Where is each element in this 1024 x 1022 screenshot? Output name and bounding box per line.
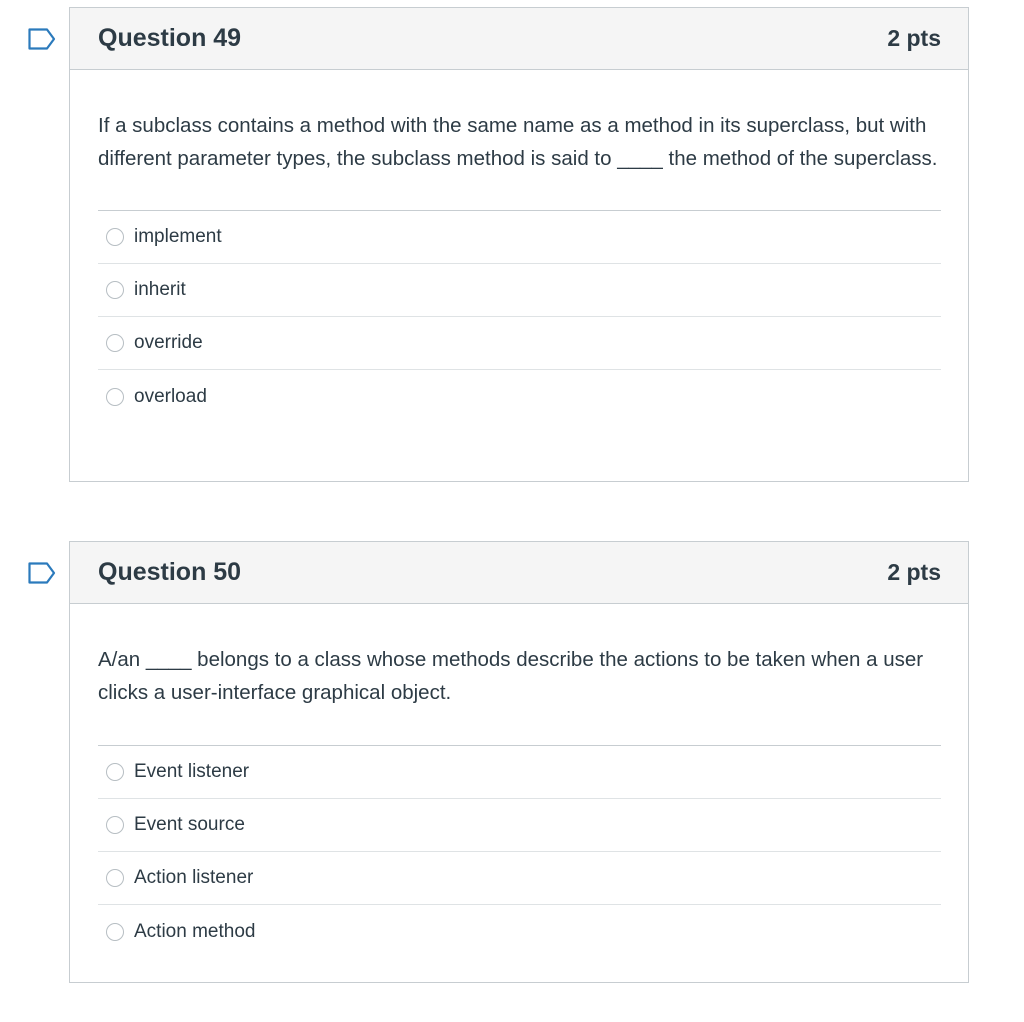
question-text: If a subclass contains a method with the same name as a method in its superclass, but with different parameter types, the subclass method is said to ____ the method of the superclass. [98,114,938,170]
question-title: Question 50 [98,558,242,586]
radio-unchecked-icon[interactable] [106,388,124,406]
question-text: A/an ____ belongs to a class whose methods describe the actions to be taken when a user clicks a user-interface graphical object. [98,648,924,704]
answer-label[interactable]: Event listener [134,761,250,782]
radio-unchecked-icon[interactable] [106,923,124,941]
radio-unchecked-icon[interactable] [106,228,124,246]
flag-question-icon[interactable] [28,562,56,584]
answer-option[interactable] [98,370,941,423]
answer-list [98,210,941,423]
question-points: 2 pts [887,559,941,585]
answer-label[interactable]: inherit [134,279,186,300]
question-points: 2 pts [887,25,941,51]
question-card [69,7,969,482]
answer-label[interactable]: override [134,332,203,353]
answer-option[interactable] [98,746,941,799]
question-header [70,8,968,70]
answer-label[interactable]: overload [134,385,207,407]
answer-option[interactable] [98,799,941,852]
question-header [70,542,968,604]
question-title: Question 49 [98,24,242,52]
radio-unchecked-icon[interactable] [106,334,124,352]
answer-label[interactable]: Event source [134,814,245,835]
answer-label[interactable]: Action method [134,920,256,942]
flag-question-icon[interactable] [28,28,56,50]
radio-unchecked-icon[interactable] [106,763,124,781]
answer-option[interactable] [98,264,941,317]
answer-option[interactable] [98,317,941,370]
answer-label[interactable]: implement [134,226,222,247]
radio-unchecked-icon[interactable] [106,869,124,887]
answer-option[interactable] [98,852,941,905]
answer-option[interactable] [98,211,941,264]
radio-unchecked-icon[interactable] [106,816,124,834]
radio-unchecked-icon[interactable] [106,281,124,299]
answer-option[interactable] [98,905,941,958]
answer-list [98,745,941,958]
answer-label[interactable]: Action listener [134,867,254,888]
question-card [69,541,969,983]
